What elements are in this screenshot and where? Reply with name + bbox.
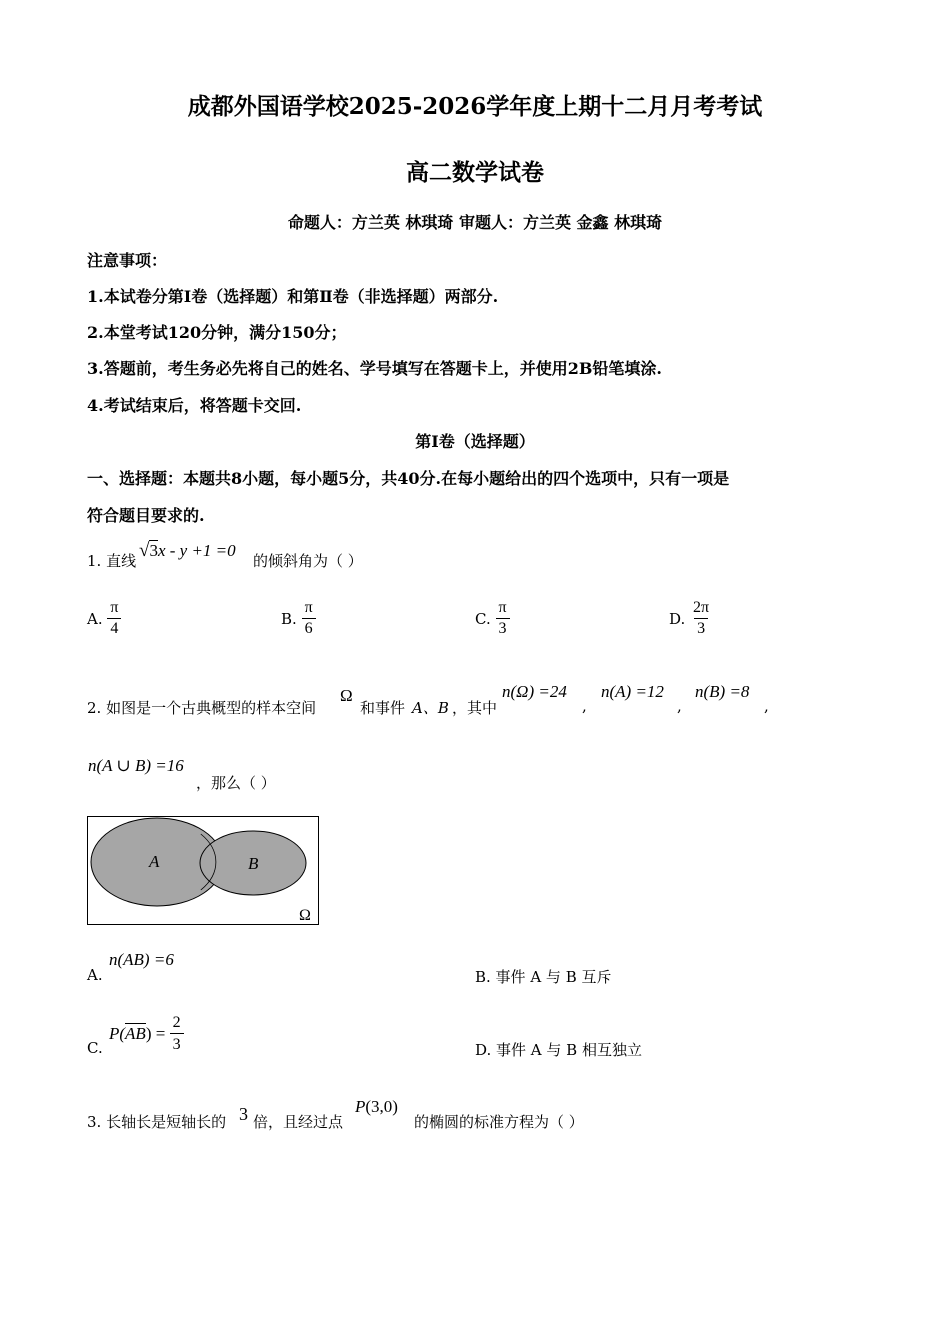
note-item: 3.答题前，考生务必先将自己的姓名、学号填写在答题卡上，并使用2B铅笔填涂.	[87, 359, 662, 378]
complement-ab: AB	[125, 1023, 146, 1043]
q2-n-union: n(A ∪ B) =16	[88, 756, 184, 775]
note-item: 1.本试卷分第Ⅰ卷（选择题）和第Ⅱ卷（非选择题）两部分.	[87, 287, 499, 306]
exam-title: 成都外国语学校2025-2026学年度上期十二月月考考试	[187, 93, 763, 120]
fraction-numerator: π	[304, 599, 313, 616]
q2-mid: 和事件	[360, 699, 406, 717]
q1-equation: √3x - y +1 =0	[139, 540, 236, 561]
q1-option-b	[281, 598, 316, 639]
note-item: 2.本堂考试120分钟，满分150分；	[87, 323, 347, 342]
q2-option-b: B. 事件 A 与 B 互斥	[475, 968, 612, 986]
option-letter: D.	[669, 609, 686, 628]
fraction-denominator: 6	[302, 618, 316, 639]
q2-n-a: n(A) =12	[601, 682, 664, 701]
q2-n-omega: n(Ω) =24	[502, 682, 567, 701]
fraction-denominator: 3	[694, 618, 708, 639]
exam-authors: 命题人：方兰英 林琪琦 审题人：方兰英 金鑫 林琪琦	[287, 213, 663, 232]
prob-equals: ) =	[145, 1023, 166, 1043]
section-instruction: 一、选择题：本题共8小题，每小题5分，共40分.在每小题给出的四个选项中，只有一项是	[87, 469, 730, 488]
option-letter: A.	[87, 609, 103, 628]
q2-option-a-letter: A.	[87, 966, 103, 984]
fraction-numerator: π	[110, 599, 119, 616]
label-omega: Ω	[299, 907, 311, 924]
option-letter: C.	[475, 609, 491, 628]
option-fraction	[107, 598, 121, 639]
venn-diagram	[87, 816, 320, 926]
q2-option-c-expr	[109, 1012, 184, 1055]
q2-option-d: D. 事件 A 与 B 相互独立	[475, 1041, 642, 1059]
q2-separator: ,	[582, 697, 587, 715]
q2-omega: Ω	[340, 686, 353, 705]
q1-option-d	[669, 598, 712, 639]
option-fraction	[170, 1012, 184, 1055]
q2-events: A、B	[412, 699, 449, 717]
fraction-numerator: 2	[172, 1014, 181, 1031]
exam-subtitle: 高二数学试卷	[406, 159, 544, 186]
q3-point	[355, 1097, 398, 1117]
q3-suffix: 的椭圆的标准方程为（ ）	[414, 1113, 584, 1131]
q2-n-b: n(B) =8	[695, 682, 750, 701]
label-a: A	[149, 852, 160, 871]
fraction-numerator: 2π	[693, 599, 710, 616]
option-fraction	[496, 598, 510, 639]
q1-option-c	[475, 598, 510, 639]
q1-prefix: 1. 直线	[87, 552, 137, 570]
q2-separator: ,	[764, 697, 769, 715]
q1-equation-rest: x - y +1 =0	[157, 541, 236, 560]
q1-suffix: 的倾斜角为（ ）	[253, 552, 363, 570]
section-instruction-cont: 符合题目要求的.	[87, 506, 205, 525]
option-fraction	[690, 598, 712, 639]
point-coords: (3,0)	[365, 1097, 398, 1116]
fraction-numerator: π	[498, 599, 507, 616]
q2-mid2: ，其中	[452, 699, 498, 717]
q3-times: 3	[239, 1104, 248, 1124]
note-item: 4.考试结束后，将答题卡交回.	[87, 396, 302, 415]
prob-symbol: P(	[109, 1023, 126, 1043]
q2-option-c-letter: C.	[87, 1039, 103, 1057]
q2-prefix: 2. 如图是一个古典概型的样本空间	[87, 699, 317, 717]
q2-option-a-expr: n(AB) =6	[109, 950, 174, 969]
notes-heading: 注意事项：	[87, 251, 168, 270]
option-fraction	[302, 598, 316, 639]
label-b: B	[248, 854, 259, 873]
fraction-denominator: 3	[170, 1033, 184, 1055]
q1-sqrt-radicand: 3	[149, 541, 158, 560]
q2-suffix: ，那么（ ）	[196, 774, 276, 792]
option-letter: B.	[281, 609, 297, 628]
q3-mid: 倍，且经过点	[253, 1113, 344, 1131]
point-label: P	[355, 1097, 366, 1116]
fraction-denominator: 4	[107, 618, 121, 639]
section-title: 第Ⅰ卷（选择题）	[415, 432, 535, 451]
q2-separator: ,	[677, 697, 682, 715]
fraction-denominator: 3	[496, 618, 510, 639]
q1-option-a	[87, 598, 121, 639]
q3-prefix: 3. 长轴长是短轴长的	[87, 1113, 227, 1131]
